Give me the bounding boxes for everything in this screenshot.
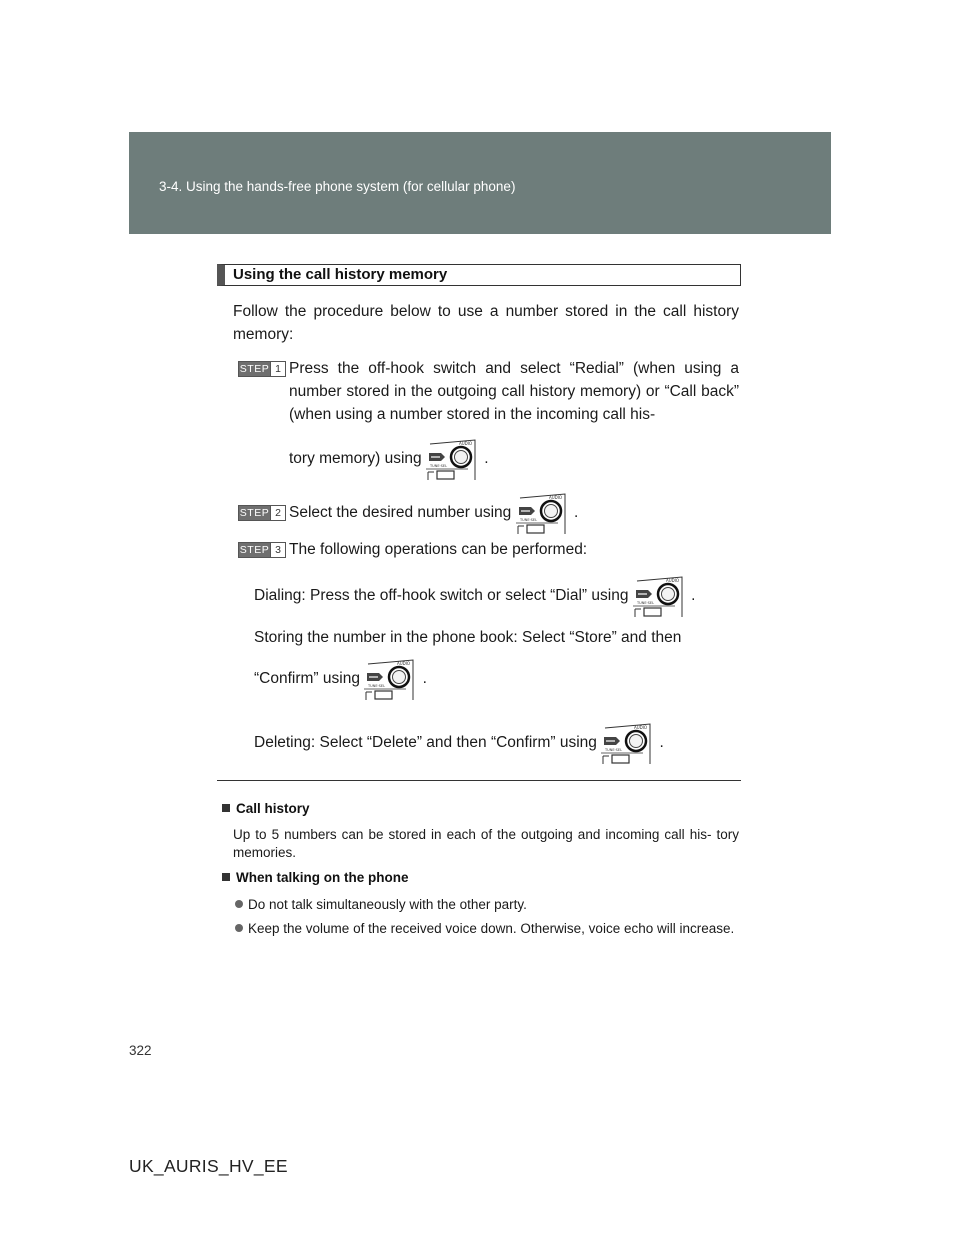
deleting-text: Deleting: Select “Delete” and then “Confirm” using xyxy=(254,734,597,752)
note-heading-talking xyxy=(222,870,409,885)
bullet-text: Do not talk simultaneously with the other party. xyxy=(248,897,527,912)
note-title: When talking on the phone xyxy=(236,870,409,885)
step-number: 1 xyxy=(270,362,285,376)
dialing-period: . xyxy=(691,587,696,605)
deleting-operation xyxy=(254,720,739,766)
page-number: 322 xyxy=(129,1043,152,1058)
note-title: Call history xyxy=(236,801,310,816)
section-title: Using the call history memory xyxy=(233,266,448,283)
deleting-period: . xyxy=(659,734,664,752)
tune-sel-knob-icon xyxy=(516,490,570,536)
svg-text:TUNE·SEL: TUNE·SEL xyxy=(519,518,537,522)
svg-text:AUDIO: AUDIO xyxy=(634,725,648,730)
step-1-text: Press the off-hook switch and select “Redial” (when using a number stored in the outgoing call history memory) or “Call back” (when using a number stored in the incoming call his- xyxy=(289,360,739,423)
step-1-label xyxy=(238,361,286,377)
svg-text:TUNE·SEL: TUNE·SEL xyxy=(368,684,386,688)
step-number: 3 xyxy=(270,543,285,557)
section-heading xyxy=(217,264,741,286)
step-1-period: . xyxy=(484,450,489,468)
svg-text:AUDIO: AUDIO xyxy=(548,495,562,500)
storing-text: “Confirm” using xyxy=(254,670,360,688)
step-word: STEP xyxy=(239,544,270,556)
square-bullet-icon xyxy=(222,804,230,812)
svg-text:TUNE·SEL: TUNE·SEL xyxy=(429,464,447,468)
note-bullet-2 xyxy=(235,920,752,938)
bullet-text: Keep the volume of the received voice down. Otherwise, voice echo will increase. xyxy=(248,921,735,936)
step-2-label xyxy=(238,505,286,521)
svg-text:AUDIO: AUDIO xyxy=(665,578,679,583)
step-2-text-body: Select the desired number using xyxy=(289,504,512,522)
storing-operation-line1: Storing the number in the phone book: Select “Store” and then xyxy=(254,629,682,646)
tune-sel-knob-icon xyxy=(426,436,480,482)
note-heading-call-history xyxy=(222,801,310,816)
dialing-operation xyxy=(254,573,739,619)
svg-text:TUNE·SEL: TUNE·SEL xyxy=(605,748,623,752)
tune-sel-knob-icon xyxy=(364,656,418,702)
step-1-tail xyxy=(289,436,739,482)
storing-period: . xyxy=(422,670,427,688)
step-word: STEP xyxy=(239,363,270,375)
svg-text:AUDIO: AUDIO xyxy=(458,441,473,446)
note-body-call-history: Up to 5 numbers can be stored in each of the outgoing and incoming call his- tory memories. xyxy=(233,827,739,860)
section-divider xyxy=(217,780,741,781)
round-bullet-icon xyxy=(235,900,243,908)
svg-text:TUNE·SEL: TUNE·SEL xyxy=(636,601,654,605)
header-band xyxy=(129,132,831,234)
square-bullet-icon xyxy=(222,873,230,881)
step-1-tail-text: tory memory) using xyxy=(289,450,422,468)
tune-sel-knob-icon xyxy=(633,573,687,619)
tune-sel-knob-icon xyxy=(601,720,655,766)
storing-operation-line2 xyxy=(254,656,739,702)
step-number: 2 xyxy=(270,506,285,520)
svg-text:AUDIO: AUDIO xyxy=(397,661,411,666)
dialing-text: Dialing: Press the off-hook switch or select “Dial” using xyxy=(254,587,629,605)
round-bullet-icon xyxy=(235,924,243,932)
step-word: STEP xyxy=(239,507,270,519)
step-2-period: . xyxy=(573,504,579,522)
intro-paragraph: Follow the procedure below to use a number stored in the call history memory: xyxy=(233,303,739,343)
document-code: UK_AURIS_HV_EE xyxy=(129,1156,288,1176)
step-3-label xyxy=(238,542,286,558)
step-3-text: The following operations can be performed: xyxy=(289,541,588,558)
step-2-text xyxy=(289,490,739,536)
chapter-title: 3-4. Using the hands-free phone system (for cellular phone) xyxy=(159,179,516,194)
note-bullet-1 xyxy=(235,896,739,914)
